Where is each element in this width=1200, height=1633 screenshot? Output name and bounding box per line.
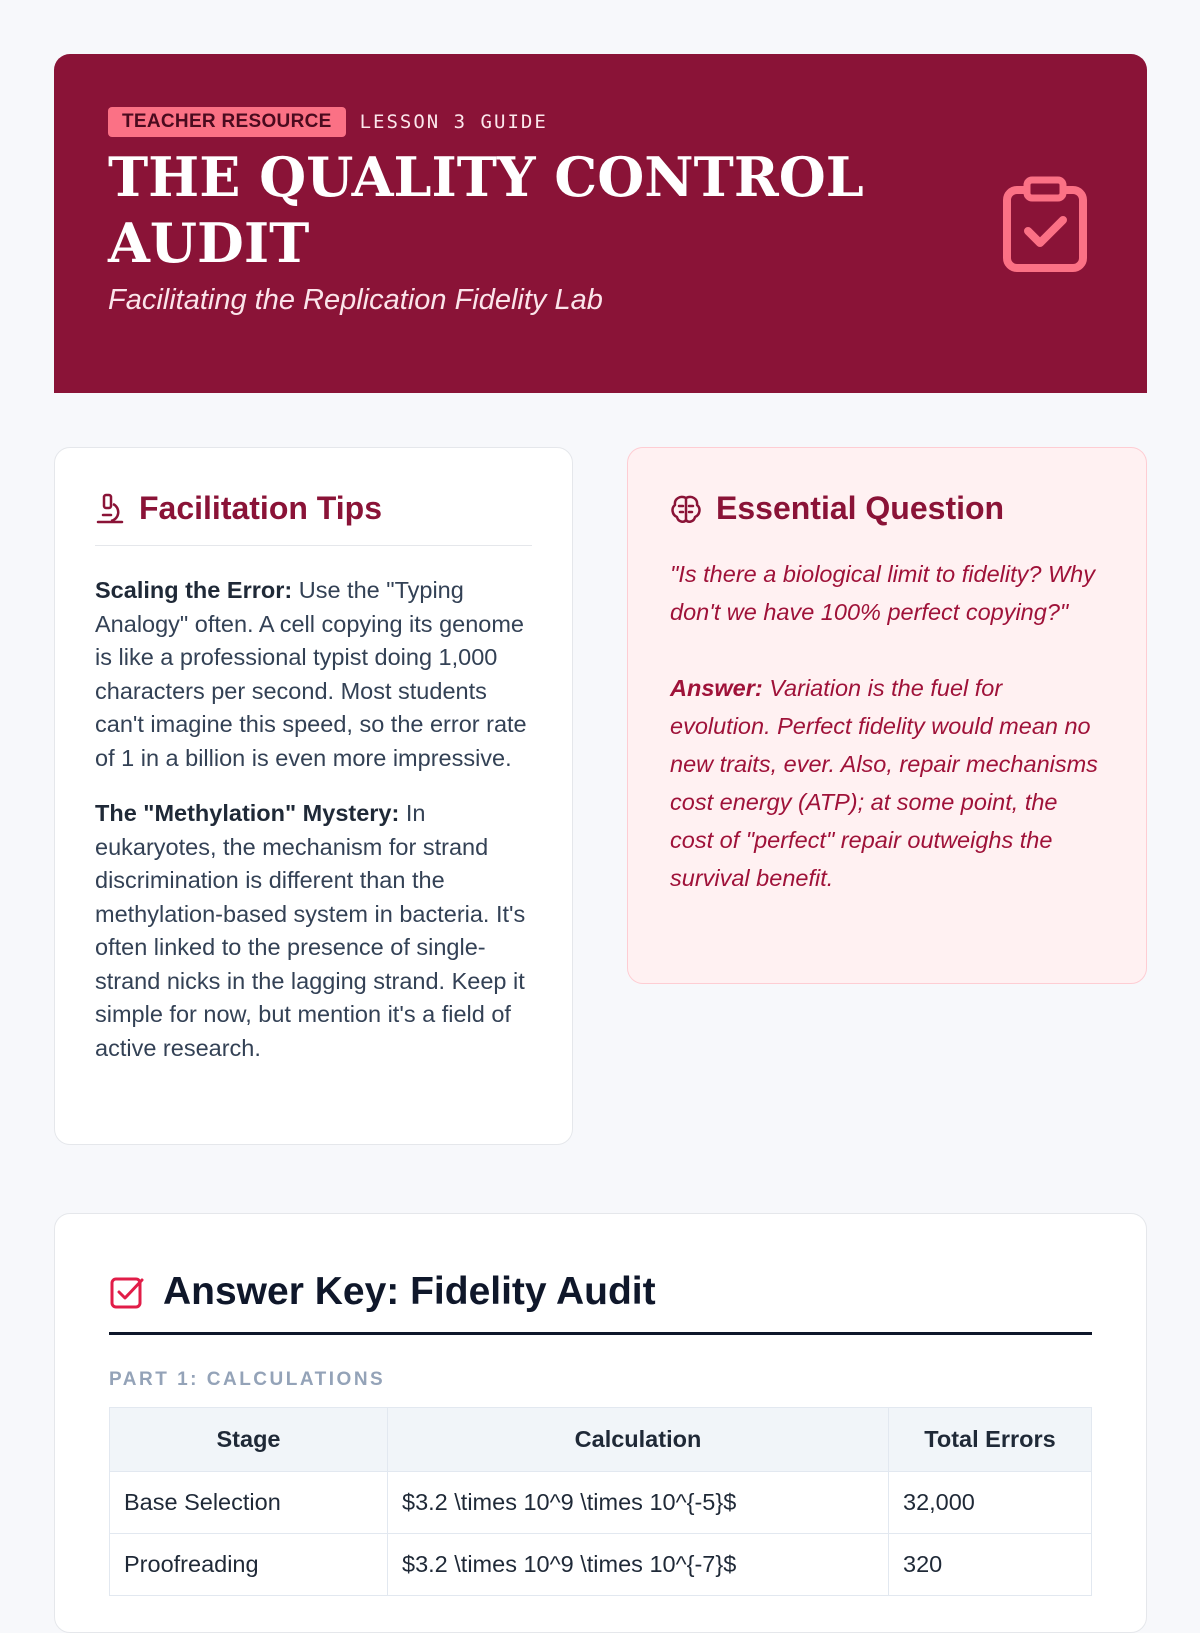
column-header-stage: Stage <box>110 1408 388 1472</box>
answer-key-title: Answer Key: Fidelity Audit <box>163 1270 656 1313</box>
tip-lead: The "Methylation" Mystery: <box>95 800 400 826</box>
header-banner <box>54 54 1147 393</box>
essential-question-heading <box>670 490 1104 527</box>
table-cell: $3.2 \times 10^9 \times 10^{-7}$ <box>388 1534 889 1596</box>
table-cell: Proofreading <box>110 1534 388 1596</box>
clipboard-check-icon <box>1003 176 1087 272</box>
column-header-total-errors: Total Errors <box>889 1408 1092 1472</box>
facilitation-tips-card <box>54 447 573 1145</box>
answer-text: Variation is the fuel for evolution. Perfect fidelity would mean no new traits, ever. Also, repair mechanisms cost energy (ATP); at some point, the cost of "perfect" repair outweighs the survival benefit. <box>670 675 1098 891</box>
table-header-row <box>110 1408 1092 1472</box>
table-cell: Base Selection <box>110 1472 388 1534</box>
facilitation-tips-title: Facilitation Tips <box>139 490 382 526</box>
table-cell: 32,000 <box>889 1472 1092 1534</box>
page-subtitle: Facilitating the Replication Fidelity Lab <box>108 284 603 316</box>
part-label: PART 1: CALCULATIONS <box>109 1369 386 1390</box>
essential-question-answer <box>670 669 1104 897</box>
tip-lead: Scaling the Error: <box>95 577 293 603</box>
facilitation-tips-heading <box>95 490 532 546</box>
essential-question-text: "Is there a biological limit to fidelity? Why don't we have 100% perfect copying?" <box>670 561 1095 625</box>
resource-badge: TEACHER RESOURCE <box>108 107 346 137</box>
tip-item <box>95 574 532 775</box>
answer-key-heading <box>109 1270 1092 1335</box>
essential-question-title: Essential Question <box>716 490 1005 526</box>
checkbox-icon <box>109 1274 145 1310</box>
brain-icon <box>670 494 702 524</box>
table-row <box>110 1534 1092 1596</box>
header-meta <box>108 106 1093 138</box>
column-header-calculation: Calculation <box>388 1408 889 1472</box>
answer-key-card <box>54 1213 1147 1633</box>
table-row <box>110 1472 1092 1534</box>
table-cell: $3.2 \times 10^9 \times 10^{-5}$ <box>388 1472 889 1534</box>
tip-item <box>95 797 532 1065</box>
tip-text: Use the "Typing Analogy" often. A cell copying its genome is like a professional typist doing 1,000 characters per second. Most students can't imagine this speed, so the error rate of 1 in a billion is even more impressive. <box>95 577 527 771</box>
answer-lead: Answer: <box>670 675 763 701</box>
calculations-table <box>109 1407 1092 1596</box>
microscope-icon <box>95 493 125 525</box>
table-cell: 320 <box>889 1534 1092 1596</box>
lesson-label: LESSON 3 GUIDE <box>359 111 548 133</box>
tip-text: In eukaryotes, the mechanism for strand discrimination is different than the methylation-based system in bacteria. It's often linked to the presence of single-strand nicks in the lagging strand. Keep it simple for now, but mention it's a field of active research. <box>95 800 526 1061</box>
essential-question-card <box>627 447 1147 984</box>
page-title: THE QUALITY CONTROL AUDIT <box>108 145 864 275</box>
